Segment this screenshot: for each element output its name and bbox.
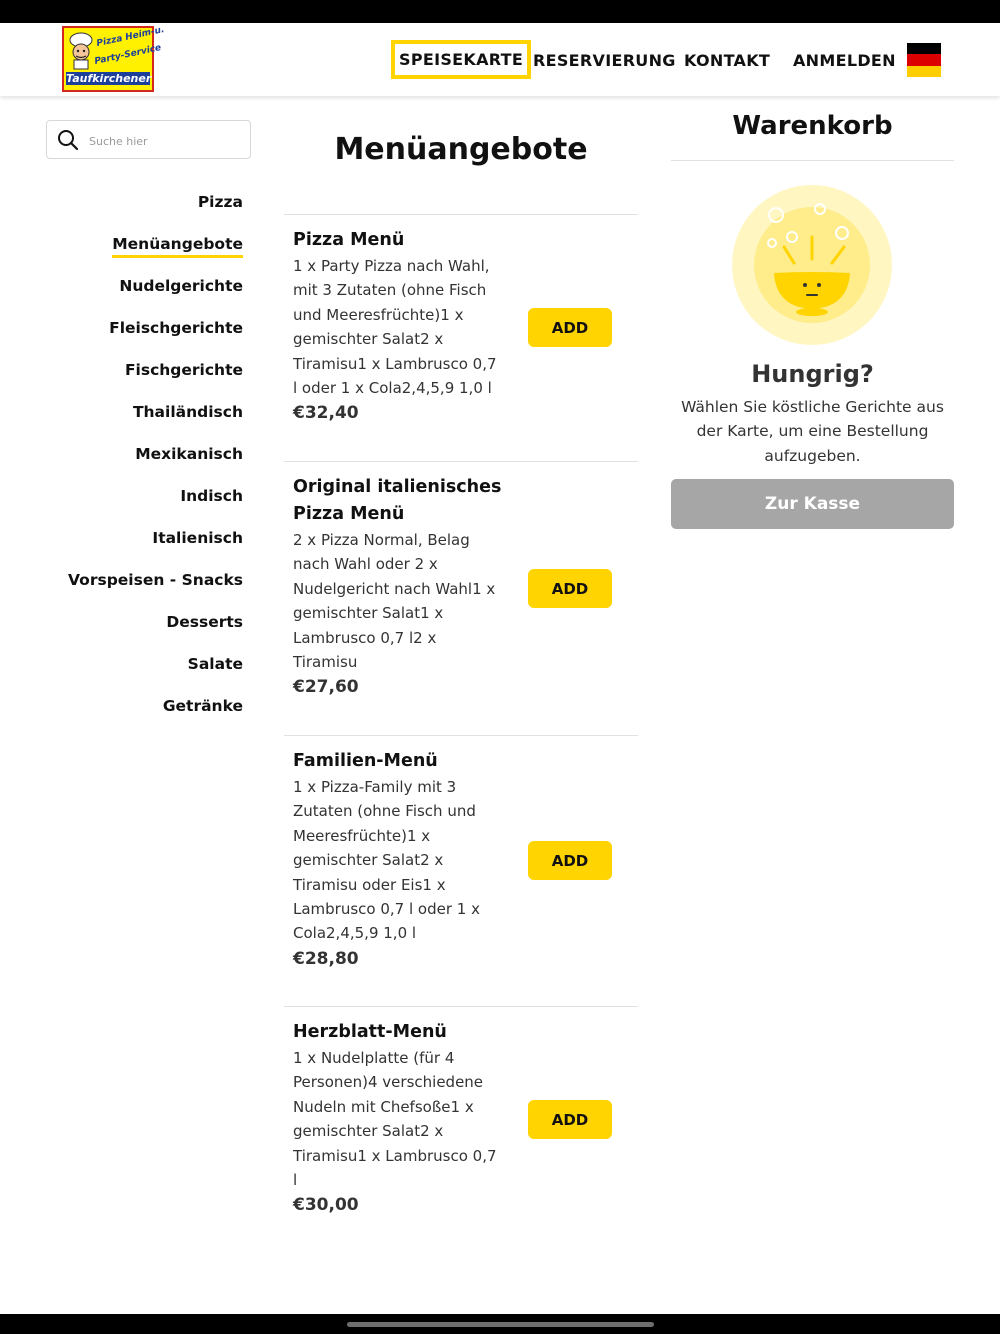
cart-empty-text: Wählen Sie köstliche Gerichte aus der Karte, um eine Bestellung aufzugeben.: [681, 398, 944, 465]
nav-kontakt[interactable]: KONTAKT: [684, 51, 771, 70]
cart-empty-title: Hungrig?: [751, 360, 874, 388]
add-button[interactable]: ADD: [528, 841, 612, 880]
add-button[interactable]: ADD: [528, 569, 612, 608]
search-icon: [57, 129, 79, 151]
checkout-button[interactable]: Zur Kasse: [671, 479, 954, 529]
status-bar: [0, 0, 1000, 23]
nav-anmelden[interactable]: ANMELDEN: [793, 51, 896, 70]
chef-logo-icon: [68, 32, 94, 70]
category-thailandisch[interactable]: Thailändisch: [132, 403, 243, 421]
category-vorspeisen-snacks[interactable]: Vorspeisen - Snacks: [68, 571, 243, 589]
category-desserts[interactable]: Desserts: [166, 613, 243, 631]
category-indisch[interactable]: Indisch: [180, 487, 243, 505]
category-salate[interactable]: Salate: [187, 655, 243, 673]
header: [0, 23, 1000, 96]
item-description: 2 x Pizza Normal, Belag nach Wahl oder 2 x Nudelgericht nach Wahl1 x gemischter Salat1 x Lambrusco 0,7 l2 x Tiramisu: [293, 531, 496, 672]
category-pizza[interactable]: Pizza: [197, 193, 243, 211]
item-price: €32,40: [293, 403, 359, 423]
cart-title: Warenkorb: [732, 111, 893, 141]
logo[interactable]: [62, 24, 166, 92]
logo-line-1: Pizza Heim-u.: [95, 24, 166, 50]
item-name: Pizza Menü: [293, 230, 405, 250]
empty-bowl-icon: [732, 185, 892, 345]
item-description: 1 x Party Pizza nach Wahl, mit 3 Zutaten (ohne Fisch und Meeresfrüchte)1 x gemischter Salat2 x Tiramisu1 x Lambrusco 0,7 l oder 1 x Cola2,4,5,9 1,0 l: [293, 257, 497, 398]
category-nudelgerichte[interactable]: Nudelgerichte: [119, 277, 243, 295]
item-price: €30,00: [293, 1195, 359, 1215]
item-name: Familien-Menü: [293, 751, 438, 771]
cart-divider: [671, 160, 954, 161]
add-button[interactable]: ADD: [528, 1100, 612, 1139]
logo-line-3: Taufkirchener: [66, 72, 152, 85]
category-italienisch[interactable]: Italienisch: [152, 529, 243, 547]
search-input[interactable]: [87, 129, 246, 153]
category-fischgerichte[interactable]: Fischgerichte: [124, 361, 243, 379]
item-divider: [284, 735, 638, 736]
item-description: 1 x Nudelplatte (für 4 Personen)4 verschiedene Nudeln mit Chefsoße1 x gemischter Salat2 x Tiramisu1 x Lambrusco 0,7 l: [293, 1049, 497, 1190]
item-description: 1 x Pizza-Family mit 3 Zutaten (ohne Fisch und Meeresfrüchte)1 x gemischter Salat2 x Tiramisu oder Eis1 x Lambrusco 0,7 l oder 1 x Cola2,4,5,9 1,0 l: [293, 778, 480, 943]
item-divider: [284, 461, 638, 462]
category-mexikanisch[interactable]: Mexikanisch: [135, 445, 243, 463]
category-menuangebote[interactable]: Menüangebote: [112, 235, 243, 258]
item-price: €27,60: [293, 677, 359, 697]
item-divider: [284, 214, 638, 215]
item-name: Herzblatt-Menü: [293, 1022, 447, 1042]
logo-line-2: Party-Service: [93, 43, 163, 67]
nav-speisekarte[interactable]: SPEISEKARTE: [391, 40, 531, 79]
home-indicator[interactable]: [347, 1322, 654, 1327]
category-fleischgerichte[interactable]: Fleischgerichte: [109, 319, 243, 337]
section-title: Menüangebote: [334, 132, 588, 167]
nav-reservierung[interactable]: RESERVIERUNG: [533, 51, 676, 70]
search-box: [46, 120, 251, 159]
item-price: €28,80: [293, 949, 359, 969]
flag-germany-icon[interactable]: [907, 43, 941, 77]
category-getranke[interactable]: Getränke: [162, 697, 243, 715]
item-name: Original italienisches Pizza Menü: [293, 477, 502, 524]
item-divider: [284, 1006, 638, 1007]
add-button[interactable]: ADD: [528, 308, 612, 347]
